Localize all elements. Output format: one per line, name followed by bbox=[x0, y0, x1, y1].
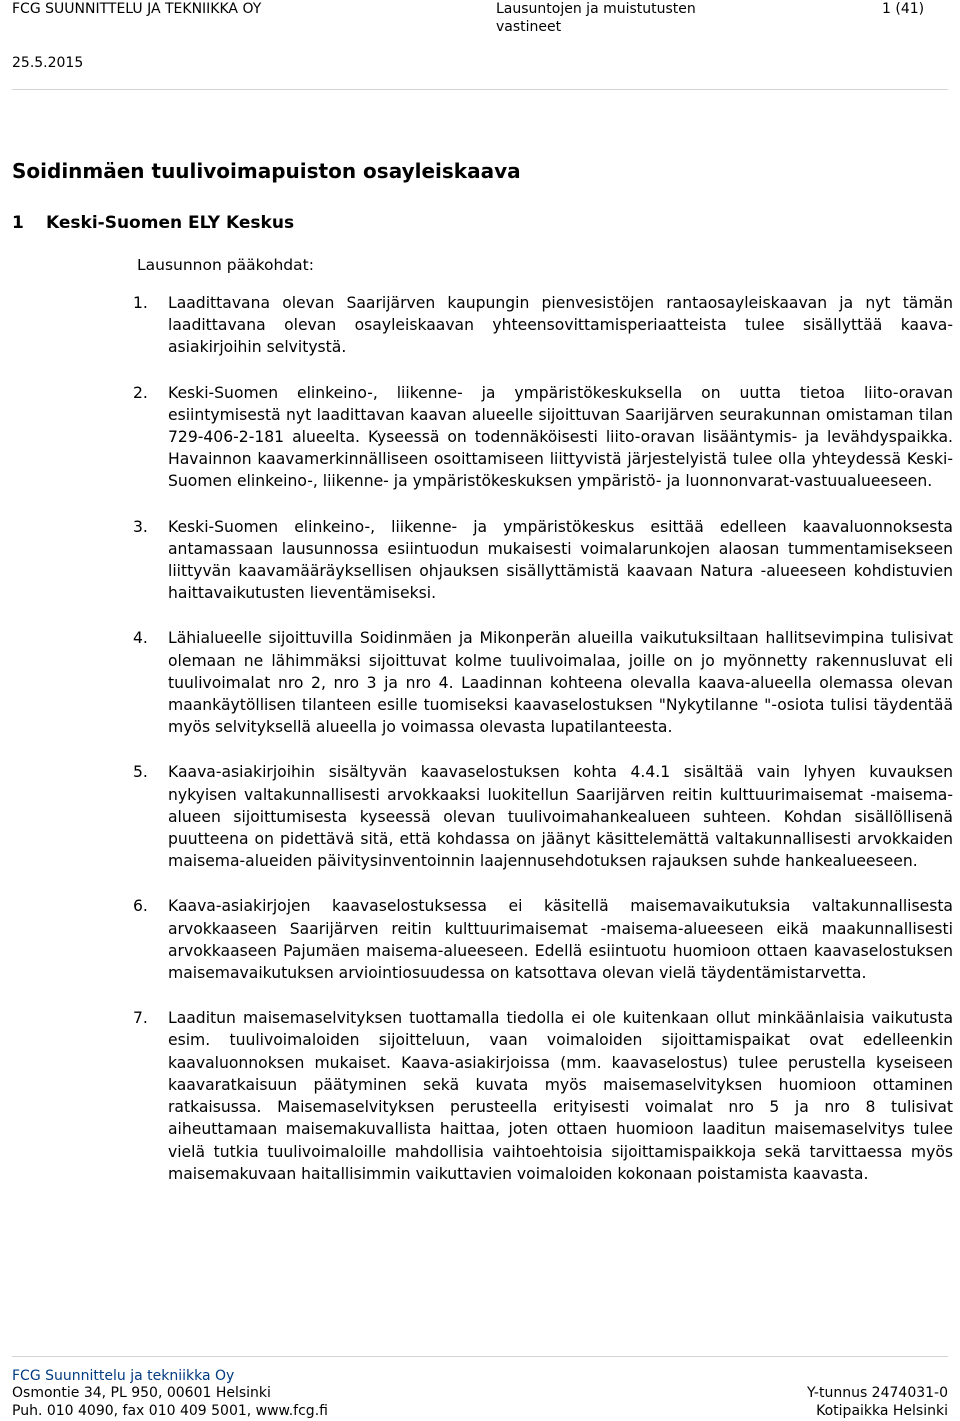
point-number: 3. bbox=[133, 517, 148, 536]
point-text: Laaditun maisemaselvityksen tuottamalla tiedolla ei ole kuitenkaan ollut minkäänlaisia vaikutusta esim. tuulivoimaloiden sijoitteluun, vaan voimaloiden sijoittamispaikat ovat edelleenkin kaavaluonnoksen mukaiset. Kaava-asiakirjoissa (mm. kaavaselostus) tulee perustella kyseiseen kaavaratkaisuun päätyminen sekä kuvata myös maisemaselvityksen huomioon ottaminen ratkaisussa. Maisemaselvityksen perusteella erityisesti voimalat nro 5 ja nro 8 tulisivat aiheuttamaan maisemakuvallista haittaa, joten ottaen huomioon laaditun maisemaselvitys tulee vielä tutkia tuulivoimaloille mahdollisia vaihtoehtoisia sijoittamispaikkoja sekä tarvittaessa myös maisemakuvaan haitallisimmin vaikuttavien voimaloiden kokonaan poistamista kaavasta. bbox=[168, 1009, 953, 1183]
section-number: 1 bbox=[12, 213, 24, 233]
footer-address: Osmontie 34, PL 950, 00601 Helsinki bbox=[12, 1385, 271, 1401]
statement-subheading: Lausunnon pääkohdat: bbox=[137, 256, 314, 274]
statement-point bbox=[133, 292, 953, 359]
point-number: 7. bbox=[133, 1009, 148, 1028]
point-number: 4. bbox=[133, 629, 148, 648]
point-number: 5. bbox=[133, 763, 148, 782]
point-number: 1. bbox=[133, 294, 148, 312]
point-text: Kaava-asiakirjoihin sisältyvän kaavaselostuksen kohta 4.4.1 sisältää vain lyhyen kuvauksen nykyisen valtakunnallisesti arvokkaaksi luokitellun Saarijärven reitin kulttuurimaisemat -maisema-alueen sijoittumisesta kyseessä olevan tuulivoimahankealueen suhteen. Kohdan sisällöllisenä puutteena on pidettävä sitä, että kohdassa on jäänyt käsittelemättä valtakunnallisesti arvokkaiden maisema-alueiden päivitysinventoinnin laajennusehdotuksen rajauksen suhde hankealueeseen. bbox=[168, 763, 953, 871]
point-text: Laadittavana olevan Saarijärven kaupungin pienvesistöjen rantaosayleiskaavan ja nyt tämän laadittavana olevan osayleiskaavan yhteensovittamisperiaatteista tulee sisällyttää kaava-asiakirjoihin selvitystä. bbox=[168, 294, 953, 357]
statement-points-list bbox=[133, 292, 953, 1208]
footer-domicile: Kotipaikka Helsinki bbox=[816, 1403, 948, 1419]
point-text: Lähialueelle sijoittuvilla Soidinmäen ja Mikonperän alueilla vaikutuksiltaan hallitsevimpina tulisivat olemaan ne lähimmäksi sijoittuvat kolme tuulivoimalaa, joille on jo myönnetty rakennusluvat eli tuulivoimalat nro 2, nro 3 ja nro 4. Laadinnan kohteena olevalla kaava-alueella olemassa olevan maankäytöllisen tilanteen esille tuomiseksi kaavaselostuksen "Nykytilanne "-osiota tulisi täydentää myös selvityksellä alueella jo voimassa olevasta lupatilanteesta. bbox=[168, 629, 953, 737]
point-text: Keski-Suomen elinkeino-, liikenne- ja ympäristökeskus esittää edelleen kaavaluonnoksesta antamassaan lausunnossa esiintuodun mukaisesti voimalarunkojen alaosan tummentamisekseen liittyvän kaavamääräyksellisen ohjauksen sisällyttämistä kaavaan Natura -alueeseen kohdistuvien haittavaikutusten lieventämiseksi. bbox=[168, 517, 953, 603]
header-page-number: 1 (41) bbox=[882, 1, 925, 17]
statement-point bbox=[133, 382, 953, 493]
point-text: Keski-Suomen elinkeino-, liikenne- ja ympäristökeskuksella on uutta tietoa liito-oravan esiintymisestä nyt laadittavan kaavan alueelle sijoittuvan Saarijärven seurakunnan omistaman tilan 729-406-2-181 alueelta. Kyseessä on todennäköisesti liito-oravan lisääntymis- ja levähdyspaikka. Havainnon kaavamerkinnälliseen osoittamiseen liittyvistä järjestelyistä tulee olla yhteydessä Keski-Suomen elinkeino-, liikenne- ja ympäristökeskuksen ympäristö- ja luonnonvarat-vastuualueeseen. bbox=[168, 383, 953, 491]
header-document-title: Lausuntojen ja muistutusten vastineet bbox=[496, 1, 696, 35]
section-name: Keski-Suomen ELY Keskus bbox=[46, 213, 295, 233]
footer-business-id: Y-tunnus 2474031-0 bbox=[807, 1385, 948, 1401]
point-number: 2. bbox=[133, 383, 148, 402]
header-company: FCG SUUNNITTELU JA TEKNIIKKA OY bbox=[12, 1, 262, 17]
point-number: 6. bbox=[133, 897, 148, 916]
section-heading bbox=[12, 212, 294, 234]
footer-contact: Puh. 010 4090, fax 010 409 5001, www.fcg.fi bbox=[12, 1403, 328, 1419]
header-divider bbox=[12, 89, 948, 90]
header-date: 25.5.2015 bbox=[12, 55, 84, 71]
statement-point bbox=[133, 627, 953, 738]
statement-point bbox=[133, 895, 953, 984]
footer-divider bbox=[12, 1356, 948, 1357]
page-title: Soidinmäen tuulivoimapuiston osayleiskaava bbox=[12, 159, 521, 183]
statement-point bbox=[133, 1007, 953, 1185]
footer-company: FCG Suunnittelu ja tekniikka Oy bbox=[12, 1368, 235, 1384]
statement-point bbox=[133, 761, 953, 872]
point-text: Kaava-asiakirjojen kaavaselostuksessa ei käsitellä maisemavaikutuksia valtakunnallisesta arvokkaaseen Saarijärven reitin kulttuurimaisemat -maisema-alueeseen eikä maakunnallisesti arvokkaaseen Pajumäen maisema-alueeseen. Edellä esiintuotu huomioon ottaen kaavaselostuksen maisemavaikutuksen arviointiosuudessa on katsottava olevan vielä täydentämistarvetta. bbox=[168, 897, 953, 983]
statement-point bbox=[133, 516, 953, 605]
